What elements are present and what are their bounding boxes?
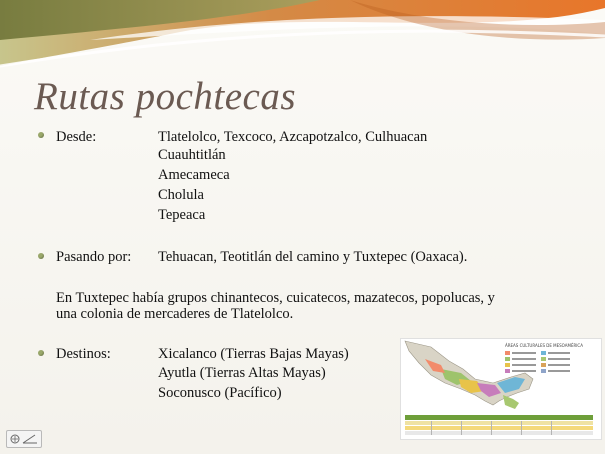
pasando-section	[0, 248, 605, 268]
desde-line: Tepeaca	[158, 207, 206, 223]
destinos-line: Ayutla (Tierras Altas Mayas)	[158, 365, 326, 381]
pasando-text: Tehuacan, Teotitlán del camino y Tuxtepec (Oaxaca).	[158, 249, 468, 265]
desde-label: Desde:	[56, 129, 97, 145]
desde-section	[0, 128, 605, 228]
desde-line: Tlatelolco, Texcoco, Azcapotzalco, Culhuacan	[158, 129, 428, 145]
paragraph-line: En Tuxtepec había grupos chinantecos, cuicatecos, mazatecos, popolucas, y	[56, 290, 495, 306]
map-thumbnail-icon	[401, 339, 601, 439]
tool-icon	[7, 431, 41, 447]
destinos-line: Soconusco (Pacífico)	[158, 385, 282, 401]
desde-line: Amecameca	[158, 167, 230, 183]
destinos-line: Xicalanco (Tierras Bajas Mayas)	[158, 346, 349, 362]
tuxtepec-paragraph	[56, 289, 596, 329]
destinos-section	[0, 345, 400, 405]
presenter-corner-icon[interactable]	[6, 430, 42, 448]
destinos-label: Destinos:	[56, 346, 111, 362]
mesoamerica-map-image	[400, 338, 602, 440]
decorative-banner	[0, 0, 605, 80]
slide-title: Rutas pochtecas	[34, 75, 297, 118]
svg-text:ÁREAS CULTURALES DE MESOAMÉRIC: ÁREAS CULTURALES DE MESOAMÉRICA	[505, 343, 583, 348]
desde-line: Cholula	[158, 187, 204, 203]
pasando-label: Pasando por:	[56, 249, 132, 265]
desde-line: Cuauhtitlán	[158, 147, 226, 163]
paragraph-line: una colonia de mercaderes de Tlatelolco.	[56, 306, 294, 322]
